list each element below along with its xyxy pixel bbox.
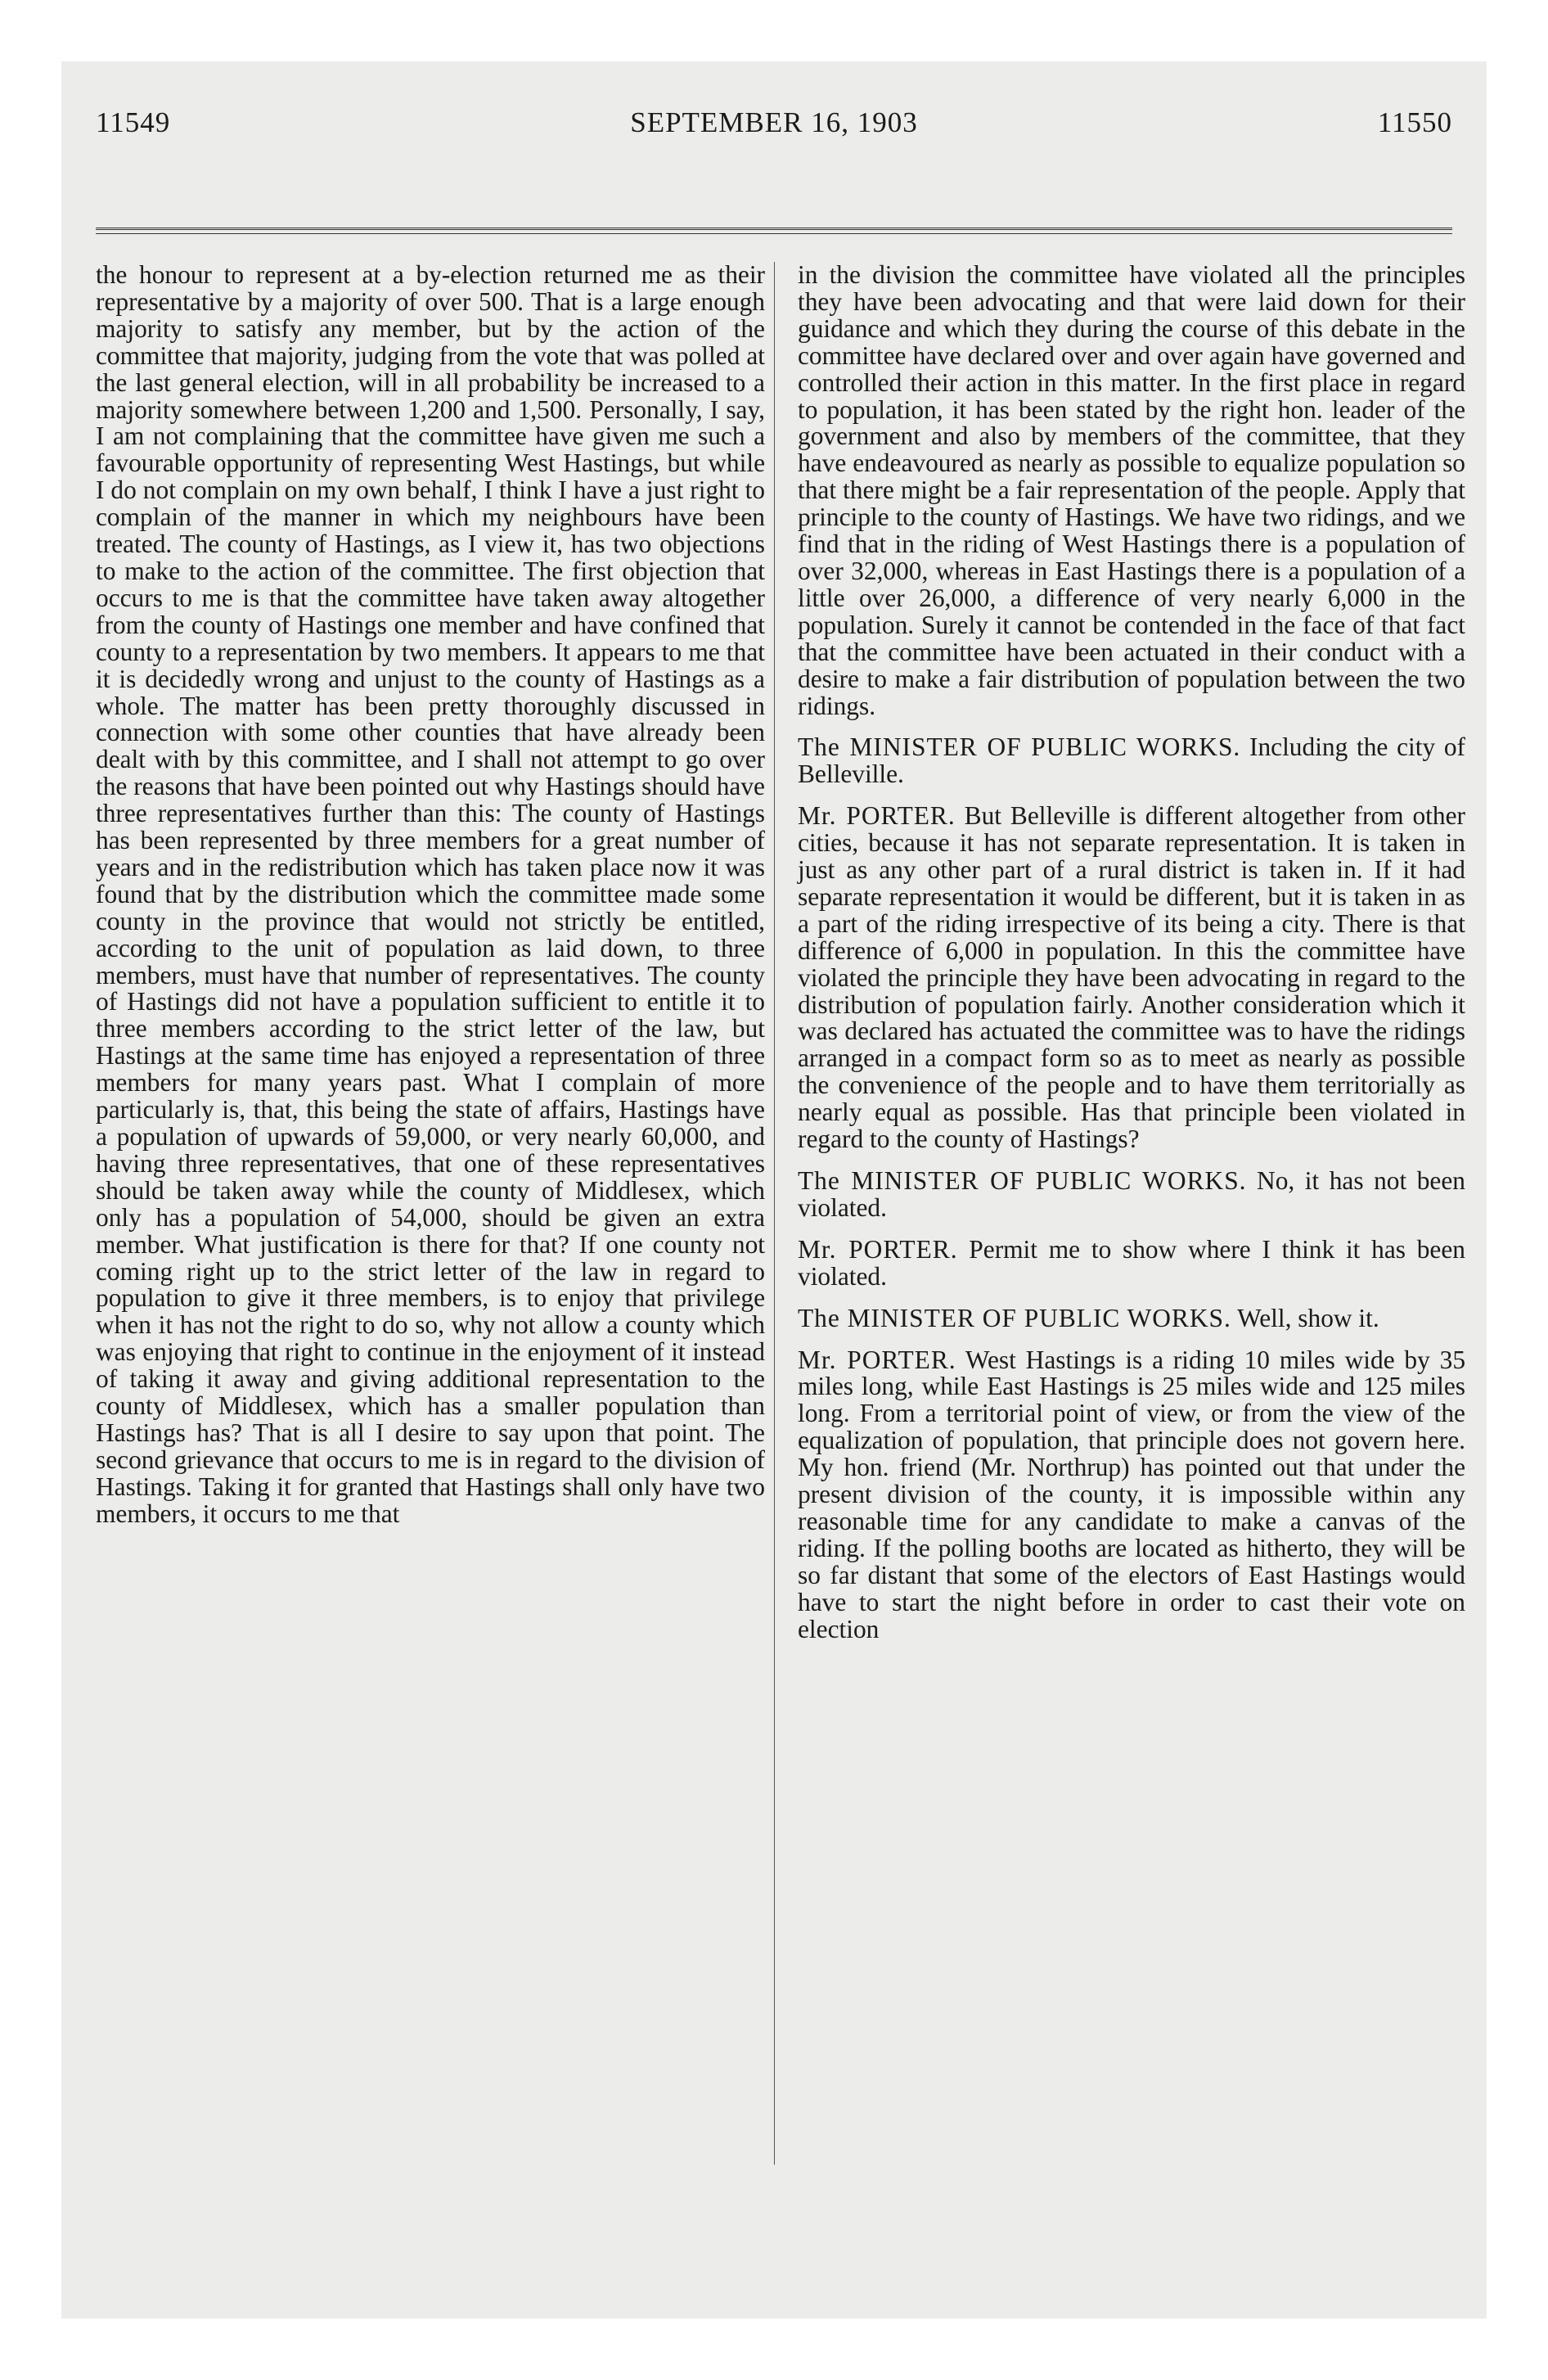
right-column <box>798 262 1465 1643</box>
header-date: SEPTEMBER 16, 1903 <box>630 106 918 138</box>
speech <box>798 803 1465 1153</box>
header-rule <box>96 228 1452 234</box>
speaker-name: The MINISTER OF PUBLIC WORKS. <box>798 732 1241 762</box>
speaker-name: The MINISTER OF PUBLIC WORKS. <box>798 1166 1247 1195</box>
speech-text: Including the city of Belleville. <box>798 732 1466 789</box>
speech <box>798 1168 1465 1222</box>
speaker-name: The MINISTER OF PUBLIC WORKS. <box>798 1303 1231 1332</box>
column-divider <box>774 262 775 2165</box>
speech <box>798 1347 1465 1643</box>
paragraph: in the division the committee have violated all the principles they have been advocating and that were laid down for their guidance and which they during the course of this debate in the committee have declared over and over again have governed and controlled their action in this matter. In the first place in regard to population, it has been stated by the right hon. leader of the government and also by members of the committee, that they have endeavoured as nearly as possible to equalize population so that there might be a fair representation of the people. Apply that principle to the county of Hastings. We have two ridings, and we find that in the riding of West Hastings there is a population of over 32,000, whereas in East Hastings there is a population of a little over 26,000, a difference of very nearly 6,000 in the population. Surely it cannot be contended in the face of that fact that the committee have been actuated in their conduct with a desire to make a fair distribution of population between the two ridings. <box>798 260 1465 720</box>
page-header <box>96 106 1452 146</box>
speech-text: But Belleville is different altogether from other cities, because it has not separate representation. It is taken in just as any other part of a rural district is taken in. If it had separate representation it would be different, but it is taken in as a part of the riding irrespective of its being a city. There is that difference of 6,000 in population. In this the committee have violated the principle they have been advocating in regard to the distribution of population fairly. Another consideration which it was declared has actuated the committee was to have the ridings arranged in a compact form so as to meet as nearly as possible the convenience of the people and to have them territorially as nearly equal as possible. Has that principle been violated in regard to the county of Hastings? <box>798 801 1465 1154</box>
speaker-name: Mr. PORTER. <box>798 1345 956 1374</box>
paragraph: the honour to represent at a by-election returned me as their representative by a majority of over 500. That is a large enough majority to satisfy any member, but by the action of the committee that majority, judging from the vote that was polled at the last general election, will in all probability be increased to a majority somewhere between 1,200 and 1,500. Personally, I say, I am not complaining that the committee have given me such a favourable opportunity of representing West Hastings, but while I do not complain on my own behalf, I think I have a just right to complain of the manner in which my neighbours have been treated. The county of Hastings, as I view it, has two objections to make to the action of the committee. The first objection that occurs to me is that the committee have taken away altogether from the county of Hastings one member and have confined that county to a representation by two members. It appears to me that it is decidedly wrong and unjust to the county of Hastings as a whole. The matter has been pretty thoroughly discussed in connection with some other counties that have already been dealt with by this committee, and I shall not attempt to go over the reasons that have been pointed out why Hastings should have three representatives further than this: The county of Hastings has been represented by three members for a great number of years and in the redistribution which has taken place now it was found that by the distribution which the committee made some county in the province that would not strictly be entitled, according to the unit of population as laid down, to three members, must have that number of representatives. The county of Hastings did not have a population sufficient to entitle it to three members according to the strict letter of the law, but Hastings at the same time has enjoyed a representation of three members for many years past. What I complain of more particularly is, that, this being the state of affairs, Hastings have a population of upwards of 59,000, or very nearly 60,000, and having three representatives, that one of these representatives should be taken away while the county of Middlesex, which only has a population of 54,000, should be given an extra member. What justification is there for that? If one county not coming right up to the strict letter of the law in regard to population to give it three members, is to enjoy that privilege when it has not the right to do so, why not allow a county which was enjoying that right to continue in the enjoyment of it instead of taking it away and giving additional representation to the county of Middlesex, which has a smaller population than Hastings has? That is all I desire to say upon that point. The second grievance that occurs to me is in regard to the division of Hastings. Taking it for granted that Hastings shall only have two members, it occurs to me that <box>96 260 765 1528</box>
speaker-name: Mr. PORTER. <box>798 801 956 831</box>
page-number-left: 11549 <box>96 106 171 138</box>
left-column <box>96 262 765 1528</box>
speech-text: Well, show it. <box>1237 1303 1379 1332</box>
speech <box>798 1305 1465 1332</box>
speaker-name: Mr. PORTER. <box>798 1234 958 1264</box>
speech <box>798 1234 1465 1291</box>
speech-text: Permit me to show where I think it has been violated. <box>798 1234 1465 1291</box>
speech <box>798 734 1465 788</box>
speech-text: No, it has not been violated. <box>798 1166 1465 1222</box>
speech-text: West Hastings is a riding 10 miles wide by 35 miles long, while East Hastings is 25 miles wide and 125 miles long. From a territorial point of view, or from the view of the equalization of population, that principle does not govern here. My hon. friend (Mr. Northrup) has pointed out that under the present division of the county, it is impossible within any reasonable time for any candidate to make a canvas of the riding. If the polling booths are located as hitherto, they will be so far distant that some of the electors of East Hastings would have to start the night before in order to cast their vote on election <box>798 1345 1466 1643</box>
page-number-right: 11550 <box>1377 106 1452 138</box>
